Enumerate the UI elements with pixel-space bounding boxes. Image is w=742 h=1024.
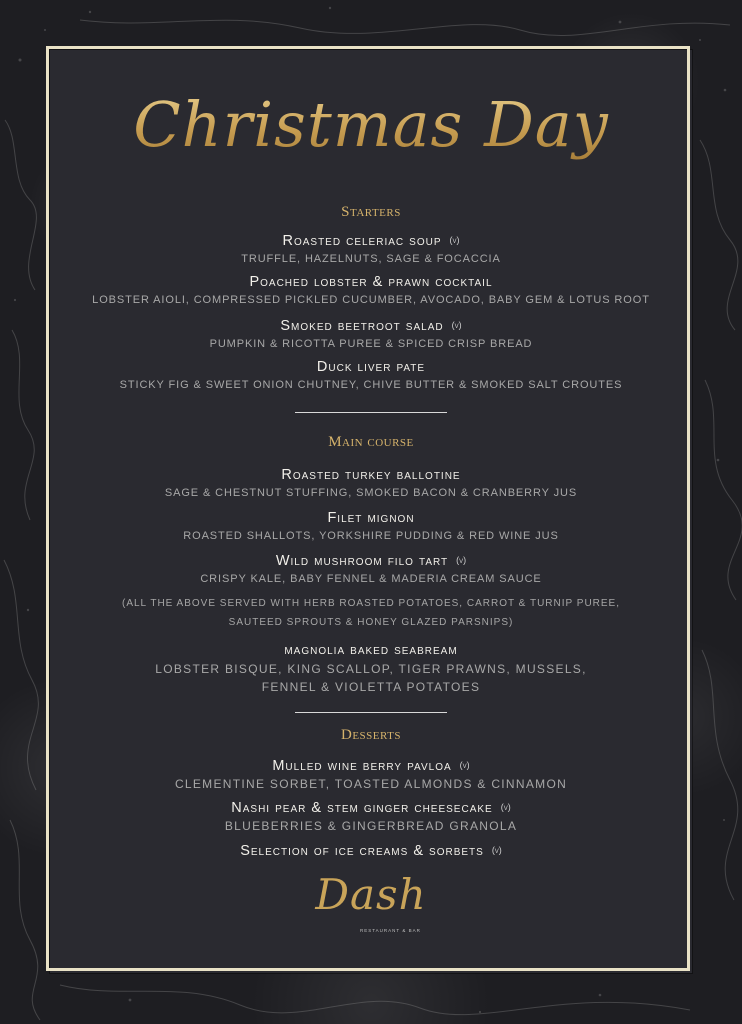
starter-dish-1 [50,231,692,267]
dish-description: CRISPY KALE, BABY FENNEL & MADERIA CREAM SAUCE [200,573,542,585]
dish-name: Filet mignon [327,510,415,526]
dessert-dish-1 [50,756,692,792]
dish-name: Mulled wine berry pavloa [272,758,452,774]
vegetarian-mark: (v) [451,320,462,330]
dessert-dish-3 [50,841,692,860]
main-dish-1 [50,466,692,501]
dish-name: Nashi pear & stem ginger cheesecake [231,800,493,816]
dish-description: LOBSTER AIOLI, COMPRESSED PICKLED CUCUMBER, AVOCADO, BABY GEM & LOTUS ROOT [92,294,650,306]
starter-dish-4 [50,358,692,393]
restaurant-logo [0,870,742,933]
vegetarian-mark: (v) [459,760,470,770]
dish-name: magnolia baked seabream [284,642,458,658]
note-line: (ALL THE ABOVE SERVED WITH HERB ROASTED POTATOES, CARROT & TURNIP PUREE, [121,598,621,609]
desserts-section-title-wrap [50,727,692,744]
dish-description: SAGE & CHESTNUT STUFFING, SMOKED BACON & CRANBERRY JUS [164,487,578,499]
desserts-section-title: Desserts [340,727,402,743]
logo-name: Dash [315,870,427,919]
note-line: SAUTEED SPROUTS & HONEY GLAZED PARSNIPS) [228,617,514,628]
logo-subtitle: RESTAURANT & BAR [360,928,421,933]
main-section-title: Main course [328,434,414,450]
dish-name: Wild mushroom filo tart [275,553,449,569]
dish-description: LOBSTER BISQUE, KING SCALLOP, TIGER PRAWNS, MUSSELS, [155,662,587,676]
section-divider [295,412,447,413]
dish-description: PUMPKIN & RICOTTA PUREE & SPICED CRISP BREAD [209,338,533,350]
dish-name: Smoked beetroot salad [280,318,444,334]
dish-description: FENNEL & VIOLETTA POTATOES [261,680,481,694]
main-dish-4 [50,641,692,696]
main-dish-2 [50,509,692,544]
starters-section-title-wrap [50,204,692,221]
vegetarian-mark: (v) [500,802,511,812]
starters-section-title: Starters [341,204,401,220]
vegetarian-mark: (v) [449,235,460,245]
dish-description: CLEMENTINE SORBET, TOASTED ALMONDS & CINNAMON [174,777,568,791]
dish-name: Roasted celeriac soup [282,233,442,249]
dish-name: Poached lobster & prawn cocktail [249,274,493,290]
dish-description: ROASTED SHALLOTS, YORKSHIRE PUDDING & RED WINE JUS [183,530,559,542]
main-accompaniments-note [50,594,692,632]
dish-name: Selection of ice creams & sorbets [240,843,484,859]
page-title: Christmas Day [0,88,742,161]
dish-name: Duck liver pate [316,359,426,375]
starter-dish-2 [50,273,692,308]
vegetarian-mark: (v) [491,845,502,855]
dish-description: BLUEBERRIES & GINGERBREAD GRANOLA [224,819,518,833]
dish-name: Roasted turkey ballotine [281,467,461,483]
dish-description: STICKY FIG & SWEET ONION CHUTNEY, CHIVE BUTTER & SMOKED SALT CROUTES [119,379,623,391]
dessert-dish-2 [50,798,692,834]
dish-description: TRUFFLE, HAZELNUTS, SAGE & FOCACCIA [241,253,501,265]
main-section-title-wrap [50,434,692,451]
starter-dish-3 [50,316,692,352]
section-divider [295,712,447,713]
vegetarian-mark: (v) [456,555,467,565]
main-dish-3 [50,551,692,587]
